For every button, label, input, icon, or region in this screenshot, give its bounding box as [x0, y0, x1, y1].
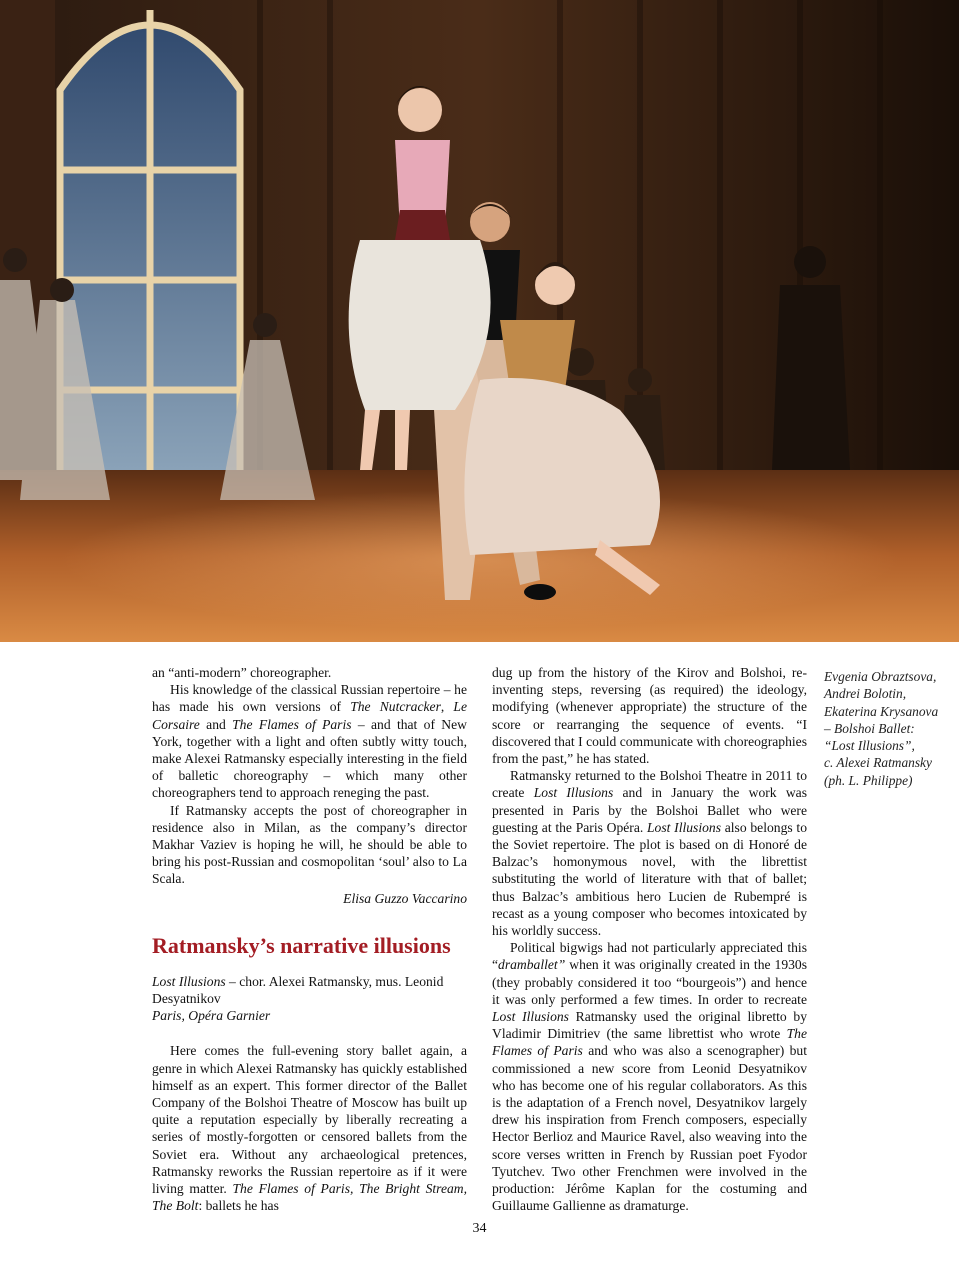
caption-work: “Lost Illusions”, [824, 738, 915, 754]
middle-text-column [492, 664, 807, 1215]
page-number: 34 [472, 1221, 487, 1236]
paragraph: Ratmansky returned to the Bolshoi Theatre in 2011 to create Lost Illusions and in January the work was presented in Paris by the Bolshoi Ballet who were guesting at the Paris Opéra. Lost Illusions also belongs to the Soviet repertoire. The plot is based on di Honoré de Balzac’s homonymous novel, with the librettist substituting the world of literature with that of ballet; thus Balzac’s ambitious hero Lucien de Rubempré is recast as a young composer who becomes intoxicated by his worldly success. [492, 768, 808, 939]
paragraph: Here comes the full-evening story ballet again, a genre in which Alexei Ratmansky has quickly established himself as an expert. This former director of the Ballet Company of the Bolshoi Theatre of Moscow has built up quite a reputation especially by liberally recreating a series of mostly-forgotten or censored ballets from the Soviet era. Without any archaeological pretences, Ratmansky reworks the Russian repertoire as if it were living matter. The Flames of Paris, The Bright Stream, The Bolt: ballets he has [152, 1043, 468, 1214]
paragraph: Political bigwigs had not particularly appreciated this “dramballet” when it was originally created in the 1930s (they probably considered it too “bourgeois”) and hence it was only performed a few times. In order to recreate Lost Illusions Ratmansky used the original libretto by Vladimir Dimitriev (the same librettist who wrote The Flames of Paris and who was also a scenographer) but commissioned a new score from Leonid Desyatnikov who has become one of his regular collaborators. As this is the adaptation of a French novel, Desyatnikov largely drew his inspiration from French composers, especially Hector Berlioz and Maurice Ravel, also weaving into the score verses written in French by Russian poet Fyodor Tyutchev. Two other Frenchmen were involved in the production: Jérôme Kaplan for the costuming and Guillaume Gallienne as dramaturge. [492, 940, 808, 1214]
article-headline: Ratmansky’s narrative illusions [152, 932, 451, 958]
venue: Paris, Opéra Garnier [152, 1008, 271, 1024]
paragraph: If Ratmansky accepts the post of choreographer in residence also in Milan, as the company’s director Makhar Vaziev is hoping he will, he should be able to bring his post-Russian and cosmopolitan ‘soul’ also to La Scala. [152, 802, 467, 887]
left-text-column [152, 664, 467, 1214]
author-signature: Elisa Guzzo Vaccarino [343, 890, 467, 906]
caption-company: – Bolshoi Ballet: [824, 720, 915, 736]
production-credits: Lost Illusions – chor. Alexei Ratmansky, mus. Leonid Desyatnikov Paris, Opéra Garnier [152, 973, 444, 1024]
paragraph: an “anti-modern” choreographer. [152, 665, 332, 680]
caption-choreographer: c. Alexei Ratmansky [824, 755, 932, 771]
caption-photo-credit: (ph. L. Philippe) [824, 772, 913, 788]
paragraph: His knowledge of the classical Russian repertoire – he has made his own versions of The Nutcracker, Le Corsaire and The Flames of Paris – and that of New York, together with a light and often subtly witty touch, make Alexei Ratmansky especially interesting in the field of balletic choreography – which many other choreographers tend to approach reneging the past. [152, 682, 467, 801]
paragraph: dug up from the history of the Kirov and Bolshoi, re-inventing steps, reversing (as required) the ideology, modifying (whenever appropriate) the structure of the score or rearranging the sequence of events. “I discovered that I could communicate with choreographies from the past,” he has stated. [492, 665, 807, 767]
caption-dancers: Evgenia Obraztsova, Andrei Bolotin, Ekaterina Krysanova [824, 669, 939, 719]
photo-caption [824, 668, 944, 789]
